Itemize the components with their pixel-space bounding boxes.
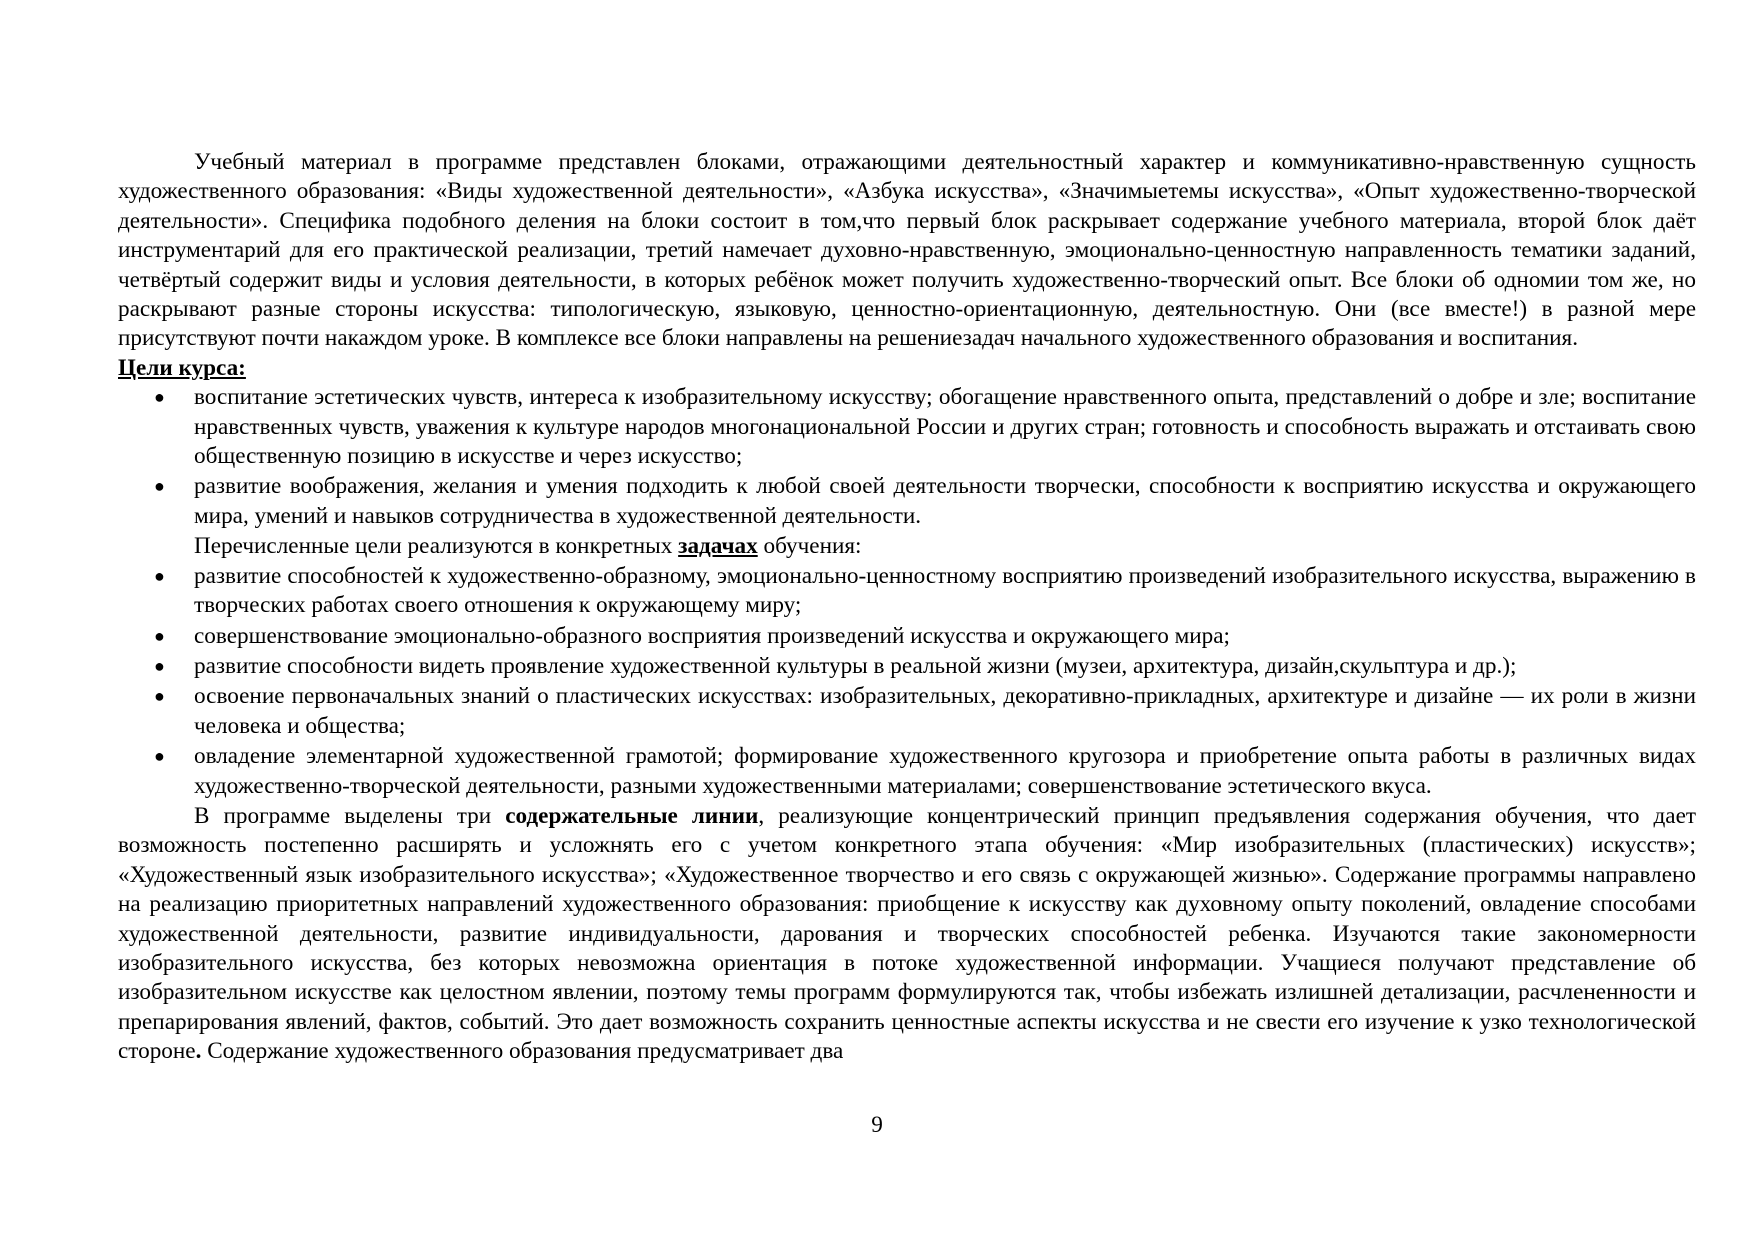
content-lines-term: содержательные линии xyxy=(505,802,759,829)
tasks-intro xyxy=(118,532,1696,561)
goals-heading: Цели курса: xyxy=(118,354,246,381)
tasks-keyword: задачах xyxy=(678,533,758,560)
final-part1: В программе выделены три xyxy=(194,802,506,829)
task-text: овладение элементарной художественной грамотой; формирование художественного кругозора и приобретение опыта работы в различных видах художественно-творческой деятельности, разными художественными материалами; совершенствование эстетического вкуса. xyxy=(194,743,1696,799)
tasks-intro-before: Перечисленные цели реализуются в конкретных xyxy=(194,533,679,560)
final-paragraph xyxy=(118,802,1696,1067)
bullet-icon: ● xyxy=(154,387,165,408)
bullet-icon: ● xyxy=(154,625,165,646)
list-item xyxy=(154,622,1696,652)
task-text: развитие способностей к художественно-образному, эмоционально-ценностному восприятию произведений изобразительного искусства, выражению в творческих работах своего отношения к окружающему миру; xyxy=(194,562,1696,619)
tasks-intro-after: обучения: xyxy=(757,533,862,560)
task-text: развитие способности видеть проявление художественной культуры в реальной жизни (музеи, архитектура, дизайн,скульптура и др.); xyxy=(194,652,1517,679)
goals-list xyxy=(118,383,1696,532)
page-content xyxy=(118,148,1696,1067)
bullet-icon: ● xyxy=(154,565,165,586)
final-part3: Содержание художественного образования предусматривает два xyxy=(201,1038,844,1065)
task-text: освоение первоначальных знаний о пластических искусствах: изобразительных, декоративно-прикладных, архитектуре и дизайне — их роли в жизни человека и общества; xyxy=(194,683,1696,739)
bullet-icon: ● xyxy=(154,686,165,707)
task-text: совершенствование эмоционально-образного восприятия произведений искусства и окружающего мира; xyxy=(194,622,1230,649)
intro-paragraph: Учебный материал в программе представлен блоками, отражающими деятельностный характер и коммуникативно-нравственную сущность художественного образования: «Виды художественной деятельности», «Азбука искусства», «Значимыетемы искусства», «Опыт художественно-творческой деятельности». Специфика подобного деления на блоки состоит в том,что первый блок раскрывает содержание учебного материала, второй блок даёт инструментарий для его практической реализации, третий намечает духовно-нравственную, эмоционально-ценностную направленность тематики заданий, четвёртый содержит виды и условия деятельности, в которых ребёнок может получить художественно-творческий опыт. Все блоки об одномии том же, но раскрывают разные стороны искусства: типологическую, языковую, ценностно-ориентационную, деятельностную. Они (все вместе!) в разной мере присутствуют почти накаждом уроке. В комплексе все блоки направлены на решениезадач начального художественного образования и воспитания. xyxy=(118,149,1696,352)
goal-text: развитие воображения, желания и умения подходить к любой своей деятельности творчески, способности к восприятию искусства и окружающего мира, умений и навыков сотрудничества в художественной деятельности. xyxy=(194,473,1696,529)
bullet-icon: ● xyxy=(154,746,165,767)
list-item xyxy=(154,472,1696,532)
tasks-list xyxy=(118,562,1696,802)
page-number: 9 xyxy=(871,1112,883,1138)
list-item xyxy=(154,562,1696,622)
list-item xyxy=(154,652,1696,682)
list-item xyxy=(154,682,1696,742)
final-part2: , реализующие концентрический принцип предъявления содержания обучения, что дает возможность постепенно расширять и усложнять его с учетом конкретного этапа обучения: «Мир изобразительных (пластических) искусств»; «Художественный язык изобразительного искусства»; «Художественное творчество и его связь с окружающей жизнью». Содержание программы направлено на реализацию приоритетных направлений художественного образования: приобщение к искусству как духовному опыту поколений, овладение способами художественной деятельности, развитие индивидуальности, дарования и творческих способностей ребенка. Изучаются такие закономерности изобразительного искусства, без которых невозможна ориентация в потоке художественной информации. Учащиеся получают представление об изобразительном искусстве как целостном явлении, поэтому темы программ формулируются так, чтобы избежать излишней детализации, расчлененности и препарирования явлений, фактов, событий. Это дает возможность сохранить ценностные аспекты искусства и не свести его изучение к узко технологической стороне xyxy=(118,802,1696,1065)
bullet-icon: ● xyxy=(154,655,165,676)
goal-text: воспитание эстетических чувств, интереса к изобразительному искусству; обогащение нравственного опыта, представлений о добре и зле; воспитание нравственных чувств, уважения к культуре народов многонациональной России и других стран; готовность и способность выражать и отстаивать свою общественную позицию в искусстве и через искусство; xyxy=(194,384,1696,470)
list-item xyxy=(154,742,1696,802)
bullet-icon: ● xyxy=(154,476,165,497)
list-item xyxy=(154,383,1696,472)
final-bold-period: . xyxy=(195,1038,202,1065)
